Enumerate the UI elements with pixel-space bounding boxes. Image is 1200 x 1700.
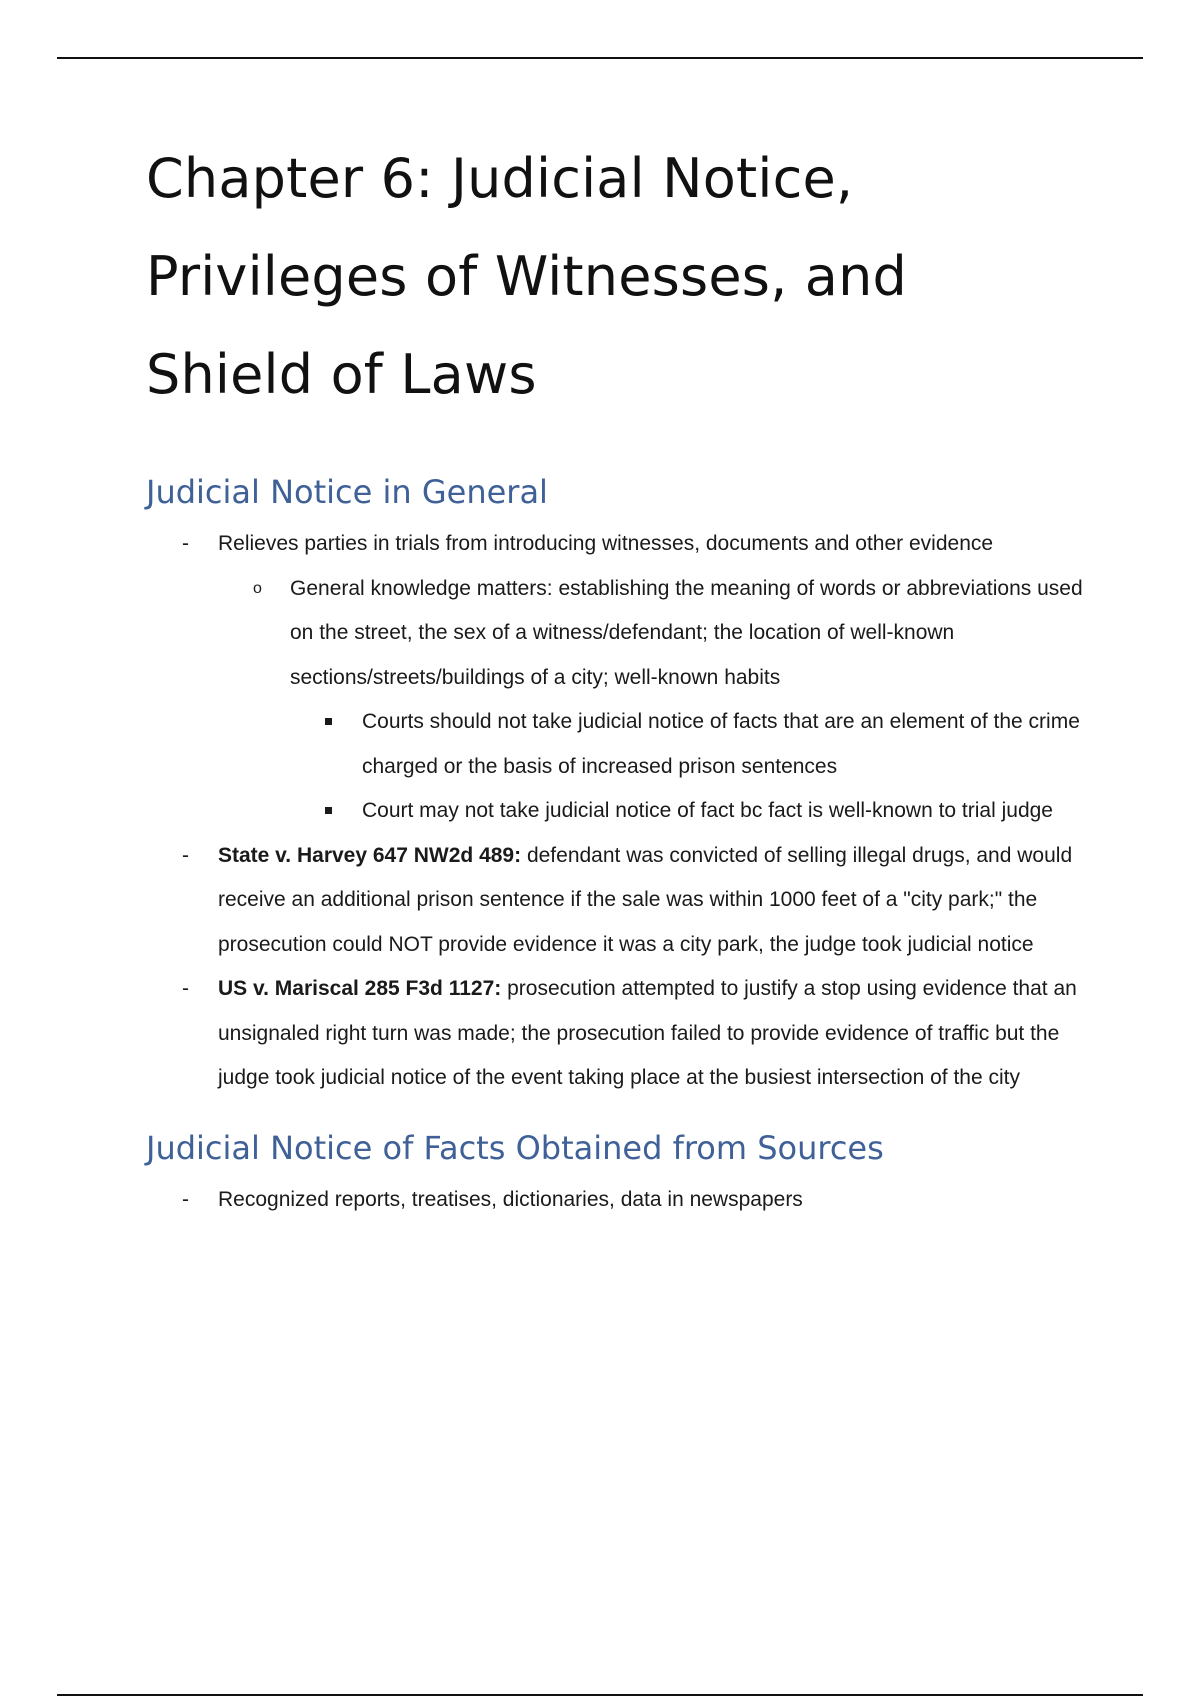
case-citation: State v. Harvey 647 NW2d 489: xyxy=(218,843,522,867)
title-line: Privileges of Witnesses, and xyxy=(146,245,907,308)
document-body xyxy=(146,130,1106,1222)
list-item-text: Relieves parties in trials from introducing witnesses, documents and other evidence xyxy=(218,532,994,555)
list-item xyxy=(218,567,1106,834)
list-item-text: Courts should not take judicial notice of facts that are an element of the crime charged or the basis of increased prison sentences xyxy=(362,710,1080,778)
bullet-list xyxy=(146,1178,1106,1223)
list-item xyxy=(146,1178,1106,1223)
sub-bullet-list xyxy=(218,567,1106,834)
dash-bullet-icon: - xyxy=(182,1187,189,1211)
list-item xyxy=(146,522,1106,834)
dash-bullet-icon: - xyxy=(182,977,189,1000)
list-item xyxy=(290,700,1106,789)
case-citation: US v. Mariscal 285 F3d 1127: xyxy=(218,977,502,1000)
title-line: Shield of Laws xyxy=(146,343,537,406)
list-item-text: defendant was convicted of selling illegal drugs, and would receive an additional prison sentence if the sale was within 1000 feet of a "city park;" the prosecution could NOT provide evidence it was a city park, the judge took judicial notice xyxy=(218,843,1073,956)
square-bullet-icon xyxy=(325,807,332,814)
page-top-rule xyxy=(57,57,1143,59)
list-item-text: Court may not take judicial notice of fact bc fact is well-known to trial judge xyxy=(362,799,1053,822)
list-item-text: prosecution attempted to justify a stop using evidence that an unsignaled right turn was made; the prosecution failed to provide evidence of traffic but the judge took judicial notice of the event taking place at the busiest intersection of the city xyxy=(218,977,1077,1089)
title-line: Chapter 6: Judicial Notice, xyxy=(146,147,854,210)
bullet-list xyxy=(146,522,1106,1101)
list-item xyxy=(290,789,1106,834)
square-bullet-icon xyxy=(325,718,332,725)
dash-bullet-icon: - xyxy=(182,843,189,867)
section-heading-facts-from-sources: Judicial Notice of Facts Obtained from Sources xyxy=(146,1128,884,1167)
page-bottom-rule xyxy=(57,1694,1143,1696)
list-item-text: General knowledge matters: establishing the meaning of words or abbreviations used on the street, the sex of a witness/defendant; the location of well-known sections/streets/buildings of a city; well-known habits xyxy=(290,576,1083,689)
dash-bullet-icon: - xyxy=(182,532,189,555)
sub-sub-bullet-list xyxy=(290,700,1106,834)
list-item xyxy=(146,967,1106,1101)
list-item-text: Recognized reports, treatises, dictionaries, data in newspapers xyxy=(218,1187,803,1211)
section-heading-judicial-notice-general: Judicial Notice in General xyxy=(146,473,548,511)
circle-bullet-icon: o xyxy=(253,579,262,597)
chapter-title xyxy=(146,130,1106,424)
list-item xyxy=(146,834,1106,968)
